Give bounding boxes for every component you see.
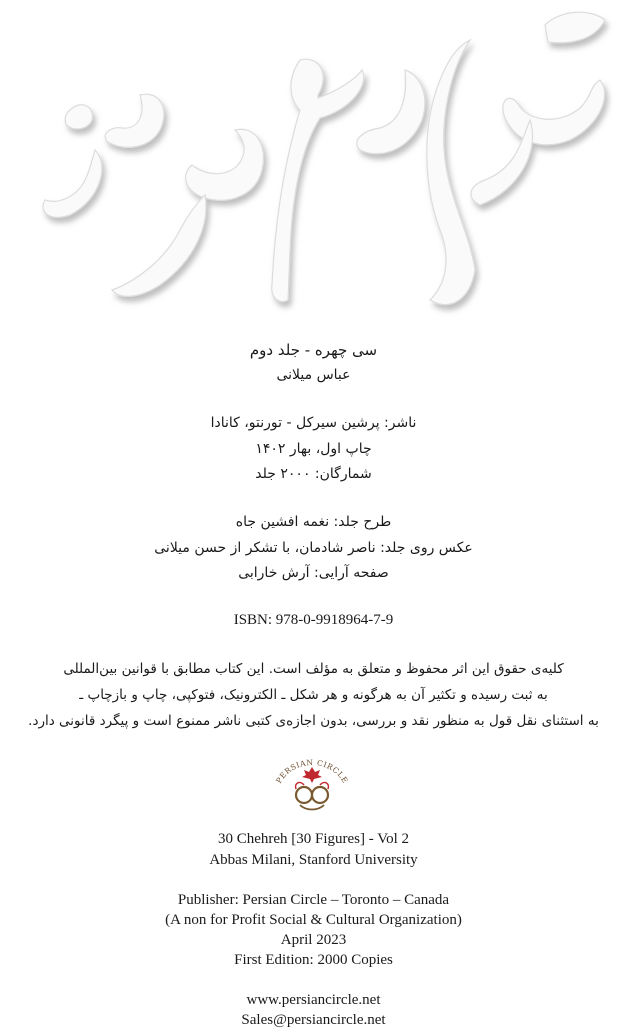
farsi-copies: شمارگان: ۲۰۰۰ جلد bbox=[255, 466, 372, 482]
english-title: 30 Chehreh [30 Figures] - Vol 2 bbox=[217, 831, 410, 847]
english-date: April 2023 bbox=[280, 932, 347, 948]
english-publisher: Publisher: Persian Circle – Toronto – Canada bbox=[177, 892, 450, 908]
farsi-cover-photo: عکس روی جلد: ناصر شادمان، با تشکر از حسن میلانی bbox=[154, 540, 473, 556]
farsi-author: عباس میلانی bbox=[276, 367, 351, 383]
farsi-edition: چاپ اول، بهار ۱۴۰۲ bbox=[255, 441, 372, 457]
farsi-title: سی چهره - جلد دوم bbox=[249, 341, 378, 359]
email-link[interactable]: Sales@persiancircle.net bbox=[241, 1012, 386, 1028]
website-link[interactable]: www.persiancircle.net bbox=[246, 992, 381, 1008]
english-org: (A non for Profit Social & Cultural Organization) bbox=[165, 912, 462, 928]
farsi-layout: صفحه آرایی: آرش خارابی bbox=[238, 565, 389, 581]
copyright-line: به استثنای نقل قول به منظور نقد و بررسی، بدون اجازه‌ی کتبی ناشر ممنوع است و پیگرد قانونی دارد. bbox=[28, 713, 599, 729]
persian-circle-logo bbox=[270, 755, 354, 815]
farsi-cover-design: طرح جلد: نغمه افشین جاه bbox=[235, 514, 392, 530]
logo-text: PERSIAN CIRCLE bbox=[274, 757, 350, 785]
english-author: Abbas Milani, Stanford University bbox=[209, 852, 418, 868]
copyright-line: به ثبت رسیده و تکثیر آن به هرگونه و هر شکل ـ الکترونیک، فتوکپی، چاپ و بازچاپ ـ bbox=[79, 687, 548, 703]
title-calligraphy-art bbox=[0, 0, 627, 330]
isbn: ISBN: 978-0-9918964-7-9 bbox=[233, 612, 394, 628]
english-edition: First Edition: 2000 Copies bbox=[234, 952, 393, 968]
farsi-publisher: ناشر: پرشین سیرکل - تورنتو، کانادا bbox=[210, 415, 417, 431]
copyright-line: کلیه‌ی حقوق این اثر محفوظ و متعلق به مؤلف است. این کتاب مطابق با قوانین بین‌المللی bbox=[63, 661, 564, 677]
